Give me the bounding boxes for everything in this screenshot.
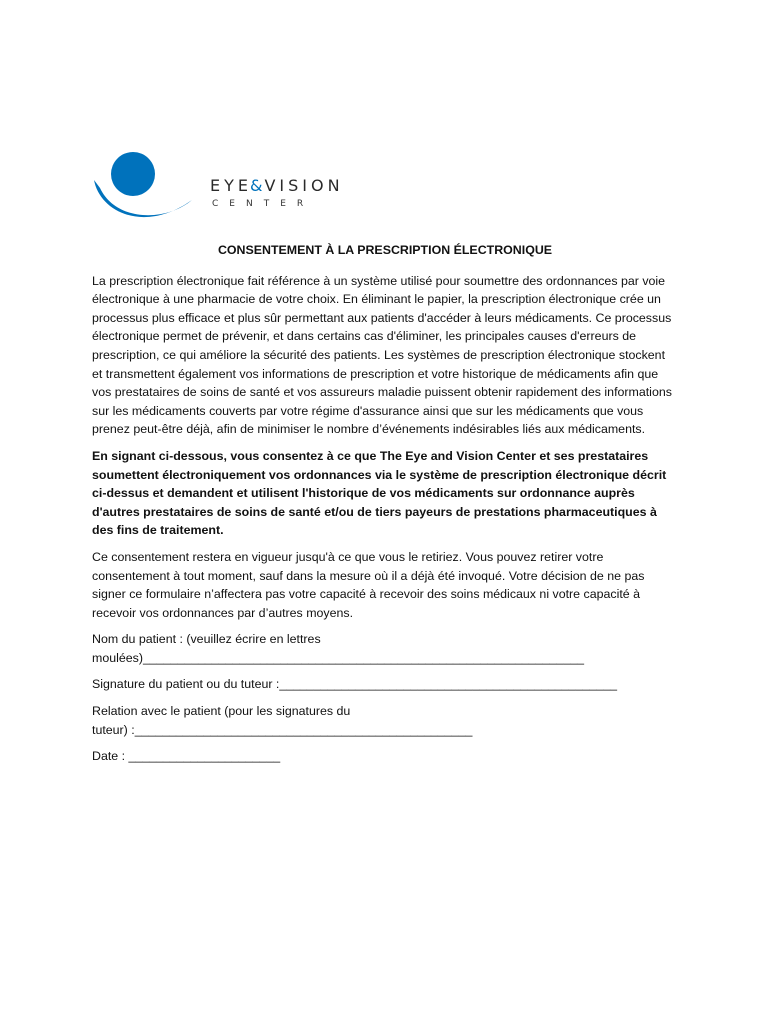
logo-pupil-circle — [111, 152, 155, 196]
logo-eye-mark-icon — [92, 150, 202, 230]
relation-label-line1: Relation avec le patient (pour les signatures du — [92, 704, 351, 719]
intro-paragraph: La prescription électronique fait référence à un système utilisé pour soumettre des ordonnances par voie électronique à une pharmacie de votre choix. En éliminant le papier, la prescription électronique crée un processus plus efficace et plus sûr permettant aux patients d'accéder à leurs médicaments. Ce processus électronique permet de prévenir, et dans certains cas d'éliminer, les principales causes d'erreurs de prescription, ce qui améliore la sécurité des patients. Les systèmes de prescription électronique stockent et transmettent également vos informations de prescription et votre historique de médicaments afin que vos prestataires de soins de santé et vos assureurs maladie puissent obtenir rapidement des informations sur les médicaments couverts par votre régime d'assurance ainsi que sur les médicaments que vous prenez peut-être déjà, afin de minimiser le nombre d’événements indésirables liés aux médicaments. — [92, 273, 672, 437]
consent-statement-paragraph: En signant ci-dessous, vous consentez à ce que The Eye and Vision Center et ses prestataires soumettent électroniquement vos ordonnances via le système de prescription électronique décrit ci-dessus et demandent et utilisent l'historique de vos médicaments sur ordonnance auprès d'autres prestataires de soins de santé et/ou de tiers payeurs de prestations pharmaceutiques à des fins de traitement. — [92, 448, 667, 538]
logo-brand-ampersand: & — [250, 176, 263, 195]
document-title: CONSENTEMENT À LA PRESCRIPTION ÉLECTRONIQUE — [217, 243, 553, 257]
document-body — [92, 241, 678, 774]
date-field[interactable]: Date : ______________________ — [92, 749, 281, 764]
logo-subtitle: CENTER — [212, 199, 315, 209]
withdrawal-paragraph: Ce consentement restera en vigueur jusqu'à ce que vous le retiriez. Vous pouvez retirer votre consentement à tout moment, sauf dans la mesure où il a déjà été invoqué. Votre décision de ne pas signer ce formulaire n’affectera pas votre capacité à recevoir des soins médicaux ni votre capacité à recevoir vos ordonnances par d’autres moyens. — [92, 549, 645, 620]
logo-brand-text — [210, 176, 344, 195]
signature-field[interactable]: Signature du patient ou du tuteur :_________________________________________________ — [92, 677, 618, 692]
patient-name-label-line1: Nom du patient : (veuillez écrire en lettres — [92, 632, 321, 647]
logo-brand-vision: VISION — [264, 176, 344, 195]
eye-vision-center-logo — [92, 150, 352, 230]
patient-name-label-line2: moulées)________________________________________________________________ — [92, 650, 584, 665]
relation-field[interactable] — [92, 702, 678, 739]
relation-label-line2: tuteur) :_________________________________________________ — [92, 722, 473, 737]
logo-brand-eye: EYE — [210, 176, 252, 195]
patient-name-field[interactable] — [92, 630, 678, 667]
